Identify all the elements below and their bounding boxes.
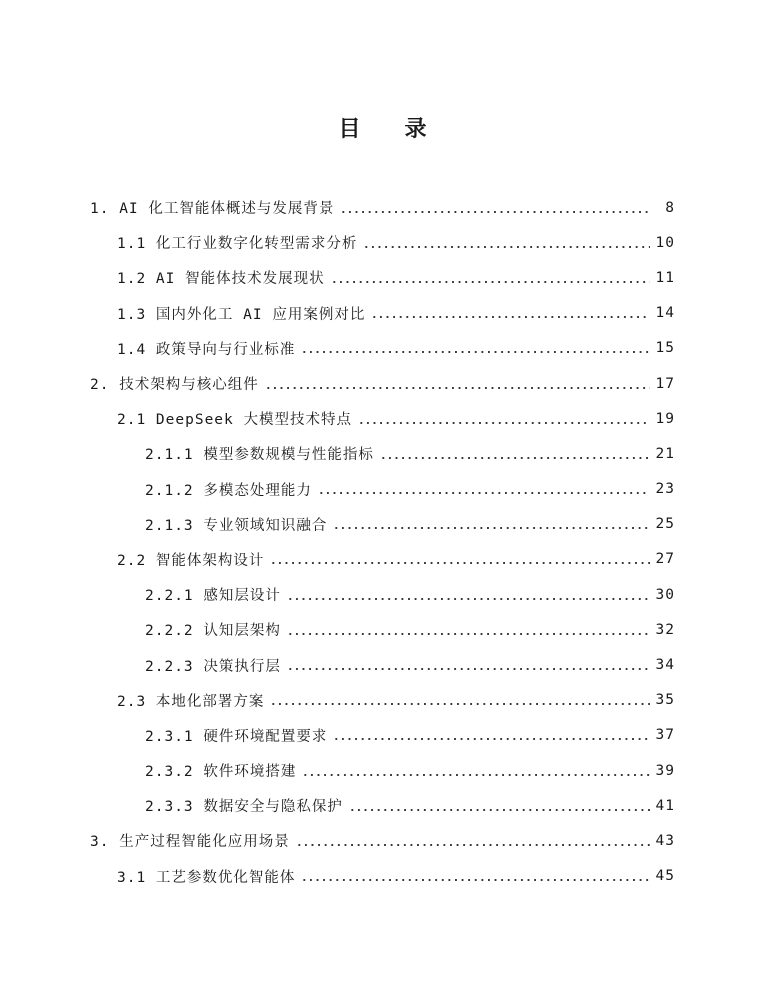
toc-entry[interactable]	[0, 296, 765, 331]
toc-entry-page-number: 15	[655, 340, 675, 357]
toc-entry-label: 1.4 政策导向与行业标准	[117, 341, 296, 358]
toc-dot-leader	[270, 561, 649, 565]
toc-entry[interactable]	[0, 507, 765, 542]
toc-entry-page-number: 10	[655, 234, 675, 251]
toc-entry-label: 2.1 DeepSeek 大模型技术特点	[117, 412, 352, 429]
toc-entry-label: 2.3.2 软件环境搭建	[145, 764, 297, 781]
toc-dot-leader	[296, 843, 650, 847]
toc-entry-page-number: 35	[655, 692, 675, 709]
toc-entry-label: 2.1.1 模型参数规模与性能指标	[145, 447, 374, 464]
toc-dot-leader	[270, 702, 649, 706]
toc-entry-page-number: 21	[655, 445, 675, 462]
toc-entry[interactable]	[0, 542, 765, 577]
toc-entry-page-number: 23	[655, 481, 675, 498]
toc-entry-page-number: 41	[655, 797, 675, 814]
toc-entry-label: 2.2 智能体架构设计	[117, 552, 265, 569]
toc-entry[interactable]	[0, 331, 765, 366]
toc-entry[interactable]	[0, 225, 765, 260]
toc-dot-leader	[333, 526, 649, 530]
toc-entry-page-number: 30	[655, 586, 675, 603]
toc-entry[interactable]	[0, 577, 765, 612]
toc-entry-label: 2.3.3 数据安全与隐私保护	[145, 799, 343, 816]
toc-dot-leader	[301, 878, 649, 882]
toc-entry[interactable]	[0, 683, 765, 718]
toc-dot-leader	[287, 597, 650, 601]
toc-entry-label: 2.3 本地化部署方案	[117, 693, 265, 710]
toc-entry-page-number: 11	[655, 269, 675, 286]
toc-entry-label: 2. 技术架构与核心组件	[90, 377, 259, 394]
toc-title	[0, 112, 765, 143]
toc-entry-page-number: 45	[655, 868, 675, 885]
toc-dot-leader	[358, 421, 650, 425]
toc-dot-leader	[363, 245, 649, 249]
toc-dot-leader	[331, 280, 650, 284]
toc-dot-leader	[318, 491, 650, 495]
toc-dot-leader	[371, 315, 649, 319]
toc-entry-label: 3.1 工艺参数优化智能体	[117, 869, 296, 886]
toc-entry[interactable]	[0, 753, 765, 788]
toc-entry[interactable]	[0, 401, 765, 436]
toc-dot-leader	[340, 210, 651, 214]
toc-entry-label: 1. AI 化工智能体概述与发展背景	[90, 201, 335, 218]
toc-entry[interactable]	[0, 612, 765, 647]
toc-entry-page-number: 39	[655, 762, 675, 779]
toc-entry-label: 2.2.3 决策执行层	[145, 658, 281, 675]
toc-entry-page-number: 43	[655, 832, 675, 849]
toc-dot-leader	[265, 386, 650, 390]
toc-entry-label: 1.3 国内外化工 AI 应用案例对比	[117, 306, 366, 323]
toc-entry-label: 2.1.2 多模态处理能力	[145, 482, 312, 499]
toc-title-char-2: 录	[404, 117, 427, 142]
toc-entry-label: 1.1 化工行业数字化转型需求分析	[117, 236, 358, 253]
toc-entry-page-number: 14	[655, 305, 675, 322]
toc-entry-page-number: 34	[655, 657, 675, 674]
toc-entry[interactable]	[0, 859, 765, 894]
toc-dot-leader	[333, 737, 649, 741]
toc-dot-leader	[380, 456, 650, 460]
toc-title-char-1: 目	[338, 117, 361, 142]
toc-entry[interactable]	[0, 718, 765, 753]
toc-list	[0, 190, 765, 894]
toc-entry-page-number: 32	[655, 621, 675, 638]
toc-entry[interactable]	[0, 190, 765, 225]
toc-entry[interactable]	[0, 366, 765, 401]
toc-entry[interactable]	[0, 472, 765, 507]
toc-dot-leader	[287, 632, 650, 636]
toc-dot-leader	[301, 350, 649, 354]
toc-entry-label: 2.2.1 感知层设计	[145, 588, 281, 605]
toc-entry-page-number: 27	[655, 551, 675, 568]
toc-entry-page-number: 8	[665, 199, 675, 216]
toc-entry[interactable]	[0, 436, 765, 471]
toc-entry[interactable]	[0, 260, 765, 295]
toc-entry-page-number: 37	[655, 727, 675, 744]
toc-entry-page-number: 17	[655, 375, 675, 392]
toc-dot-leader	[302, 773, 649, 777]
toc-entry-label: 2.3.1 硬件环境配置要求	[145, 728, 328, 745]
toc-entry-page-number: 25	[655, 516, 675, 533]
toc-entry-label: 2.2.2 认知层架构	[145, 623, 281, 640]
toc-entry-label: 3. 生产过程智能化应用场景	[90, 834, 290, 851]
toc-entry[interactable]	[0, 647, 765, 682]
toc-entry[interactable]	[0, 823, 765, 858]
toc-entry-page-number: 19	[655, 410, 675, 427]
toc-dot-leader	[349, 808, 650, 812]
toc-entry-label: 2.1.3 专业领域知识融合	[145, 517, 328, 534]
toc-entry-label: 1.2 AI 智能体技术发展现状	[117, 271, 325, 288]
toc-entry[interactable]	[0, 788, 765, 823]
toc-dot-leader	[287, 667, 650, 671]
